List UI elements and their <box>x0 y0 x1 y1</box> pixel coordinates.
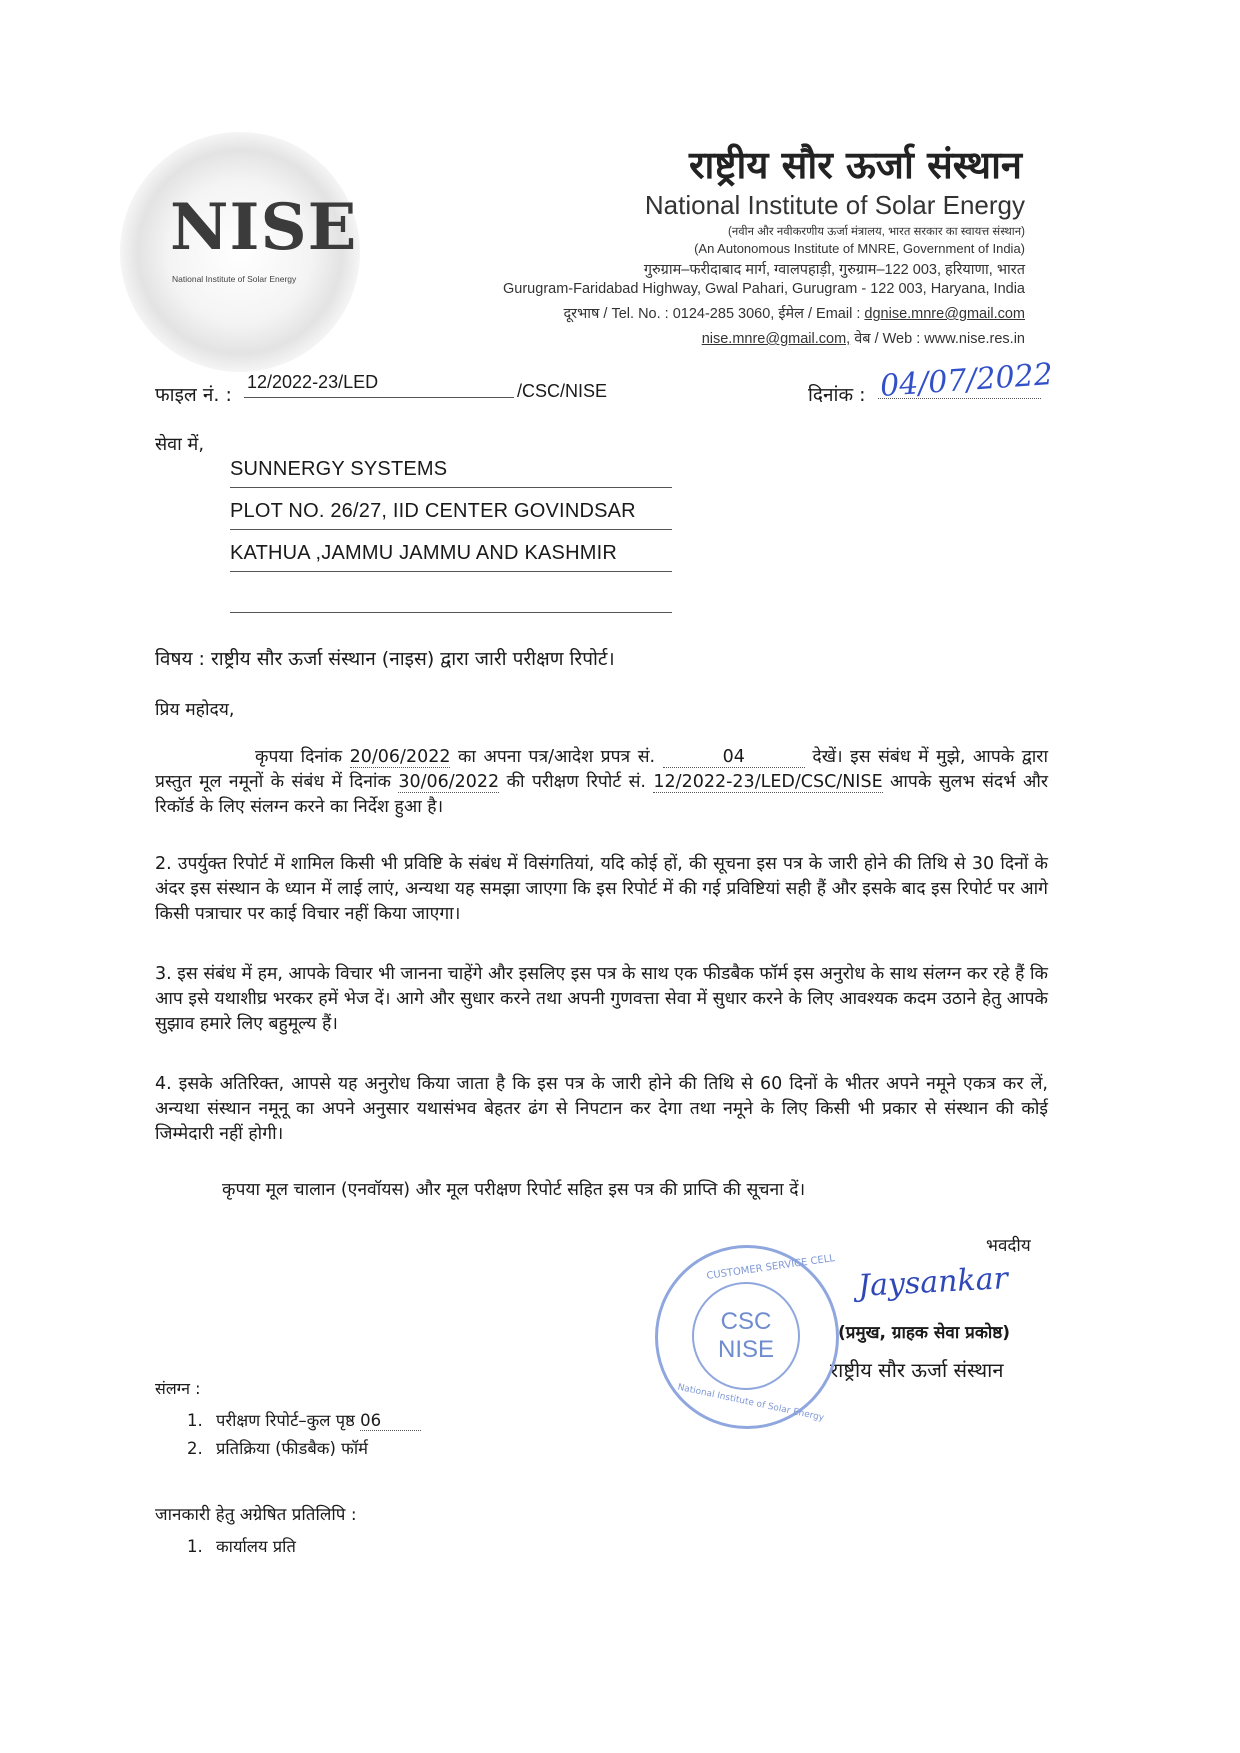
enclosure-1-text: परीक्षण रिपोर्ट–कुल पृष्ठ <box>216 1411 361 1430</box>
file-number-underline <box>244 397 514 398</box>
paragraph-2: 2. उपर्युक्त रिपोर्ट में शामिल किसी भी प्रविष्टि के संबंध में विसंगतियां, यदि कोई हों, की सूचना इस पत्र के जारी होने की तिथि से 30 दिनों के अंदर इस संस्थान के ध्यान में लाई लाएं, अन्यथा यह समझा जाएगा कि इस रिपोर्ट में की गई प्रविष्टियां सही हैं और इसके बाद इस रिपोर्ट पर आगे किसी पत्राचार पर काई विचार नहीं किया जाएगा। <box>155 854 1048 924</box>
report-number: 12/2022-23/LED/CSC/NISE <box>653 772 883 792</box>
date-value-handwritten: 04/07/2022 <box>878 357 1054 404</box>
enclosure-2-number: 2. <box>187 1439 203 1458</box>
report-date: 30/06/2022 <box>398 772 500 792</box>
paragraph-5: कृपया मूल चालान (एनवॉयस) और मूल परीक्षण रिपोर्ट सहित इस पत्र की प्राप्ति की सूचना दें। <box>222 1180 806 1200</box>
stamp-text-csc: CSC <box>720 1308 772 1335</box>
logo-acronym: NISE <box>170 190 358 265</box>
stamp-text-nise: NISE <box>717 1336 774 1363</box>
ministry-line-english: (An Autonomous Institute of MNRE, Government of India) <box>694 241 1025 256</box>
date-label: दिनांक : <box>808 384 866 406</box>
stamp-ring-bottom: National Institute of Solar Energy <box>676 1382 825 1424</box>
p1-text-c: देखें। इस संबंध में मुझे, आपके द्वारा प्रस्तुत मूल नमूनों के संबंध में दिनांक <box>155 747 1048 792</box>
file-number-value: 12/2022-23/LED <box>247 372 379 392</box>
institute-title-english: National Institute of Solar Energy <box>644 190 1025 220</box>
recipient-blank-line <box>230 612 672 613</box>
p1-text-e: आपके सुलभ संदर्भ और रिकॉर्ड के लिए संलग्न करने का निर्देश हुआ है। <box>155 772 1048 817</box>
institute-title-hindi: राष्ट्रीय सौर ऊर्जा संस्थान <box>688 143 1022 187</box>
official-stamp <box>655 1245 839 1429</box>
logo-subtitle: National Institute of Solar Energy <box>172 274 297 284</box>
website-text: वेब / Web : www.nise.res.in <box>850 331 1025 347</box>
copy-1-text: कार्यालय प्रति <box>216 1537 296 1556</box>
copy-item-1 <box>187 1534 296 1557</box>
contact-prefix: दूरभाष / Tel. No. : 0124-285 3060, ईमेल / Email : <box>563 306 865 322</box>
p1-text-d: की परीक्षण रिपोर्ट सं. <box>499 772 654 792</box>
date-underline <box>878 398 1041 399</box>
enclosure-1-pages: 06 <box>360 1411 421 1431</box>
signatory-organization: राष्ट्रीय सौर ऊर्जा संस्थान <box>830 1358 1004 1382</box>
p1-text-b: का अपना पत्र/आदेश प्रपत्र सं. <box>450 747 663 767</box>
file-number-label: फाइल नं. : <box>155 384 232 406</box>
web-line <box>702 328 1025 348</box>
greeting: प्रिय महोदय, <box>155 700 235 720</box>
order-number: 04 <box>663 747 805 768</box>
salutation: सेवा में, <box>155 434 205 455</box>
email-secondary-link[interactable]: nise.mnre@gmail.com, <box>701 331 851 347</box>
copy-to-label: जानकारी हेतु अग्रेषित प्रतिलिपि : <box>155 1505 357 1525</box>
p1-text-a: कृपया दिनांक <box>255 747 350 767</box>
closing: भवदीय <box>986 1236 1031 1256</box>
stamp-inner-ring <box>692 1282 800 1390</box>
ministry-line-hindi: (नवीन और नवीकरणीय ऊर्जा मंत्रालय, भारत सरकार का स्वायत्त संस्थान) <box>728 226 1025 238</box>
order-date: 20/06/2022 <box>349 747 451 767</box>
enclosure-item-2 <box>187 1436 368 1459</box>
designation: (प्रमुख, ग्राहक सेवा प्रकोष्ठ) <box>838 1323 1011 1343</box>
paragraph-1 <box>155 745 1048 820</box>
file-number-suffix: /CSC/NISE <box>517 381 608 401</box>
paragraph-4: 4. इसके अतिरिक्त, आपसे यह अनुरोध किया जाता है कि इस पत्र के जारी होने की तिथि से 60 दिनों के भीतर अपने नमूने एकत्र कर लें, अन्यथा संस्थान नमूनू का अपने अनुसार यथासंभव बेहतर ढंग से निपटान कर देगा तथा नमूने के लिए किसी भी प्रकार से संस्थान की कोई जिम्मेदारी नहीं होगी। <box>155 1074 1048 1144</box>
handwritten-signature: Jaysankar <box>857 1261 1009 1304</box>
recipient-line-1: SUNNERGY SYSTEMS <box>230 458 672 488</box>
email-primary-link[interactable]: dgnise.mnre@gmail.com <box>864 306 1025 322</box>
recipient-line-2: PLOT NO. 26/27, IID CENTER GOVINDSAR <box>230 500 672 530</box>
subject-line: विषय : राष्ट्रीय सौर ऊर्जा संस्थान (नाइस) द्वारा जारी परीक्षण रिपोर्ट। <box>155 648 615 670</box>
paragraph-3: 3. इस संबंध में हम, आपके विचार भी जानना चाहेंगे और इसलिए इस पत्र के साथ एक फीडबैक फॉर्म इस अनुरोध के साथ संलग्न कर रहे हैं कि आप इसे यथाशीघ्र भरकर हमें भेज दें। आगे और सुधार करने तथा अपनी गुणवत्ता सेवा में सुधार करने के लिए आवश्यक कदम उठाने हेतु आपके सुझाव हमारे लिए बहुमूल्य हैं। <box>155 964 1048 1034</box>
copy-1-number: 1. <box>187 1537 203 1556</box>
address-hindi: गुरुग्राम–फरीदाबाद मार्ग, ग्वालपहाड़ी, गुरुग्राम–122 003, हरियाणा, भारत <box>643 262 1025 278</box>
address-english: Gurugram-Faridabad Highway, Gwal Pahari, Gurugram - 122 003, Haryana, India <box>503 281 1025 297</box>
stamp-ring-top: CUSTOMER SERVICE CELL <box>705 1253 836 1282</box>
enclosures-label: संलग्न : <box>155 1379 201 1398</box>
contact-line <box>563 303 1025 323</box>
enclosure-2-text: प्रतिक्रिया (फीडबैक) फॉर्म <box>216 1439 368 1458</box>
nise-logo <box>120 132 360 372</box>
enclosure-1-number: 1. <box>187 1411 203 1430</box>
recipient-line-3: KATHUA ,JAMMU JAMMU AND KASHMIR <box>230 542 672 572</box>
enclosure-item-1 <box>187 1408 421 1431</box>
